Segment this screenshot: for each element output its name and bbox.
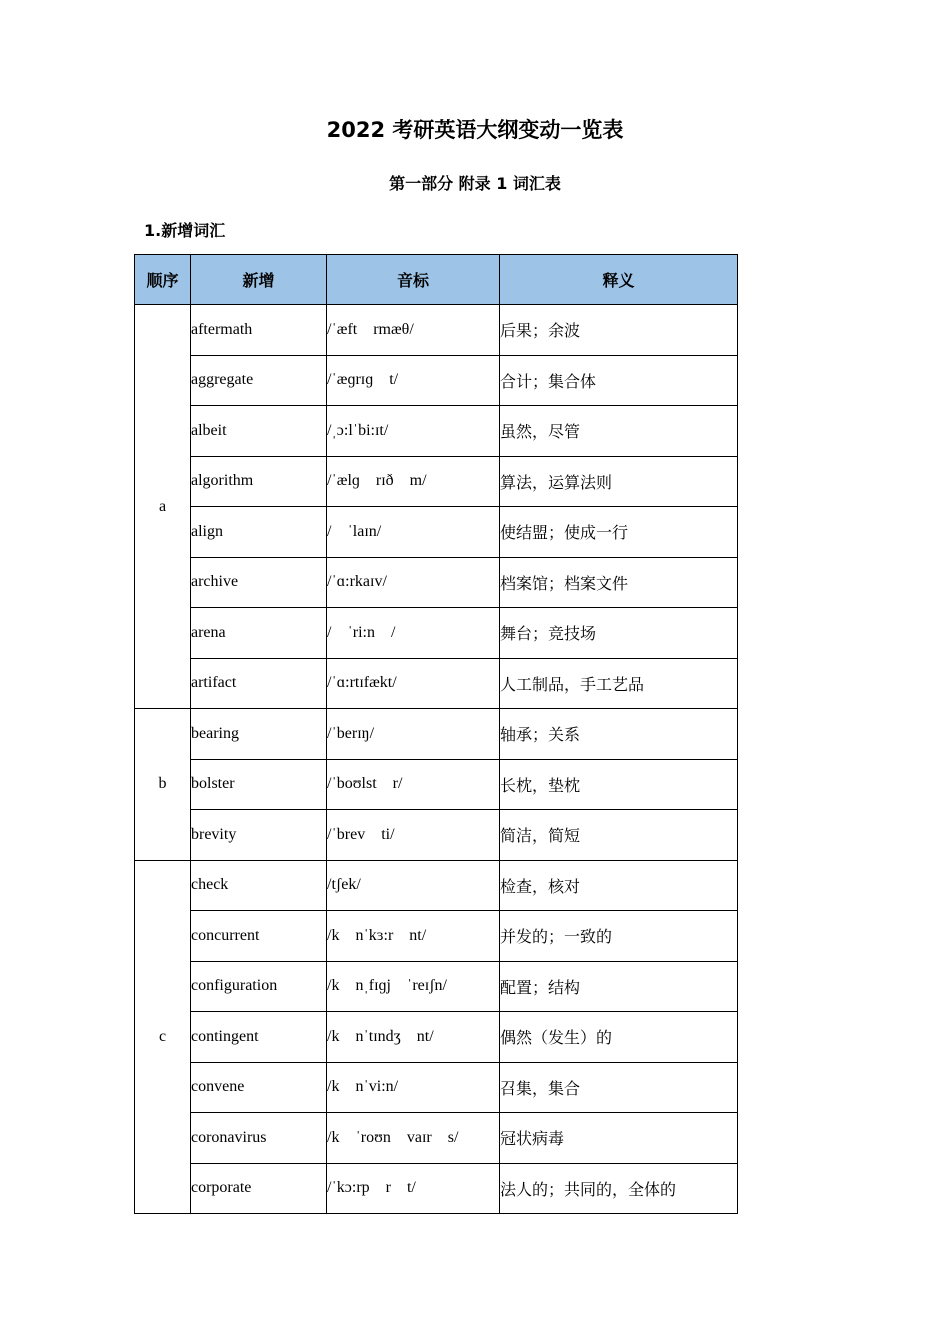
word-cell: arena — [191, 608, 327, 659]
definition-cell: 合计；集合体 — [500, 355, 738, 406]
phonetic-cell: /ˈælɡ rɪð m/ — [327, 456, 500, 507]
phonetic-cell: /ˈbrev ti/ — [327, 810, 500, 861]
word-cell: artifact — [191, 658, 327, 709]
definition-cell: 冠状病毒 — [500, 1113, 738, 1164]
word-cell: check — [191, 860, 327, 911]
definition-cell: 舞台；竞技场 — [500, 608, 738, 659]
phonetic-cell: /ˈɑ:rtɪfækt/ — [327, 658, 500, 709]
definition-cell: 算法，运算法则 — [500, 456, 738, 507]
table-row — [135, 759, 738, 810]
table-row — [135, 658, 738, 709]
phonetic-cell: /ˈboʊlst r/ — [327, 759, 500, 810]
word-cell: configuration — [191, 961, 327, 1012]
table-row — [135, 608, 738, 659]
group-letter: b — [135, 709, 191, 861]
phonetic-cell: /ˈberɪŋ/ — [327, 709, 500, 760]
definition-cell: 人工制品，手工艺品 — [500, 658, 738, 709]
table-row — [135, 355, 738, 406]
document-title: 2022 考研英语大纲变动一览表 — [326, 118, 624, 142]
definition-cell: 使结盟；使成一行 — [500, 507, 738, 558]
definition-cell: 简洁，简短 — [500, 810, 738, 861]
word-cell: albeit — [191, 406, 327, 457]
header-definition: 释义 — [500, 255, 738, 305]
phonetic-cell: /ˈæft rmæθ/ — [327, 305, 500, 356]
vocabulary-table — [134, 254, 738, 1214]
definition-cell: 召集，集合 — [500, 1062, 738, 1113]
definition-cell: 并发的；一致的 — [500, 911, 738, 962]
group-letter: a — [135, 305, 191, 709]
phonetic-cell: /ˌɔ:lˈbi:ɪt/ — [327, 406, 500, 457]
word-cell: bearing — [191, 709, 327, 760]
phonetic-cell: /k nˈtɪndʒ nt/ — [327, 1012, 500, 1063]
part-subtitle: 第一部分 附录 1 词汇表 — [389, 174, 561, 193]
table-header-row — [135, 255, 738, 305]
phonetic-cell: / ˈri:n / — [327, 608, 500, 659]
table-row — [135, 406, 738, 457]
word-cell: archive — [191, 557, 327, 608]
phonetic-cell: /ˈæɡrɪɡ t/ — [327, 355, 500, 406]
table-row — [135, 860, 738, 911]
definition-cell: 配置；结构 — [500, 961, 738, 1012]
phonetic-cell: /ˈɑ:rkaɪv/ — [327, 557, 500, 608]
word-cell: coronavirus — [191, 1113, 327, 1164]
definition-cell: 法人的；共同的，全体的 — [500, 1163, 738, 1214]
group-letter: c — [135, 860, 191, 1214]
phonetic-cell: /ˈkɔ:rp r t/ — [327, 1163, 500, 1214]
word-cell: algorithm — [191, 456, 327, 507]
table-row — [135, 305, 738, 356]
header-order: 顺序 — [135, 255, 191, 305]
header-phonetic: 音标 — [327, 255, 500, 305]
header-new-word: 新增 — [191, 255, 327, 305]
definition-cell: 轴承；关系 — [500, 709, 738, 760]
section-heading: 1.新增词汇 — [144, 221, 226, 240]
word-cell: aftermath — [191, 305, 327, 356]
definition-cell: 检查，核对 — [500, 860, 738, 911]
table-row — [135, 911, 738, 962]
word-cell: convene — [191, 1062, 327, 1113]
word-cell: corporate — [191, 1163, 327, 1214]
phonetic-cell: /k ˈroʊn vaɪr s/ — [327, 1113, 500, 1164]
phonetic-cell: /k nˌfɪɡj ˈreɪʃn/ — [327, 961, 500, 1012]
table-row — [135, 709, 738, 760]
table-row — [135, 1062, 738, 1113]
table-row — [135, 507, 738, 558]
phonetic-cell: /k nˈkɜ:r nt/ — [327, 911, 500, 962]
word-cell: aggregate — [191, 355, 327, 406]
word-cell: brevity — [191, 810, 327, 861]
phonetic-cell: /k nˈvi:n/ — [327, 1062, 500, 1113]
word-cell: contingent — [191, 1012, 327, 1063]
table-row — [135, 1113, 738, 1164]
word-cell: bolster — [191, 759, 327, 810]
phonetic-cell: /tʃek/ — [327, 860, 500, 911]
definition-cell: 后果；余波 — [500, 305, 738, 356]
definition-cell: 虽然，尽管 — [500, 406, 738, 457]
table-row — [135, 810, 738, 861]
table-row — [135, 456, 738, 507]
word-cell: concurrent — [191, 911, 327, 962]
table-row — [135, 557, 738, 608]
definition-cell: 偶然（发生）的 — [500, 1012, 738, 1063]
phonetic-cell: / ˈlaɪn/ — [327, 507, 500, 558]
table-row — [135, 1012, 738, 1063]
word-cell: align — [191, 507, 327, 558]
definition-cell: 长枕，垫枕 — [500, 759, 738, 810]
table-row — [135, 961, 738, 1012]
table-row — [135, 1163, 738, 1214]
definition-cell: 档案馆；档案文件 — [500, 557, 738, 608]
